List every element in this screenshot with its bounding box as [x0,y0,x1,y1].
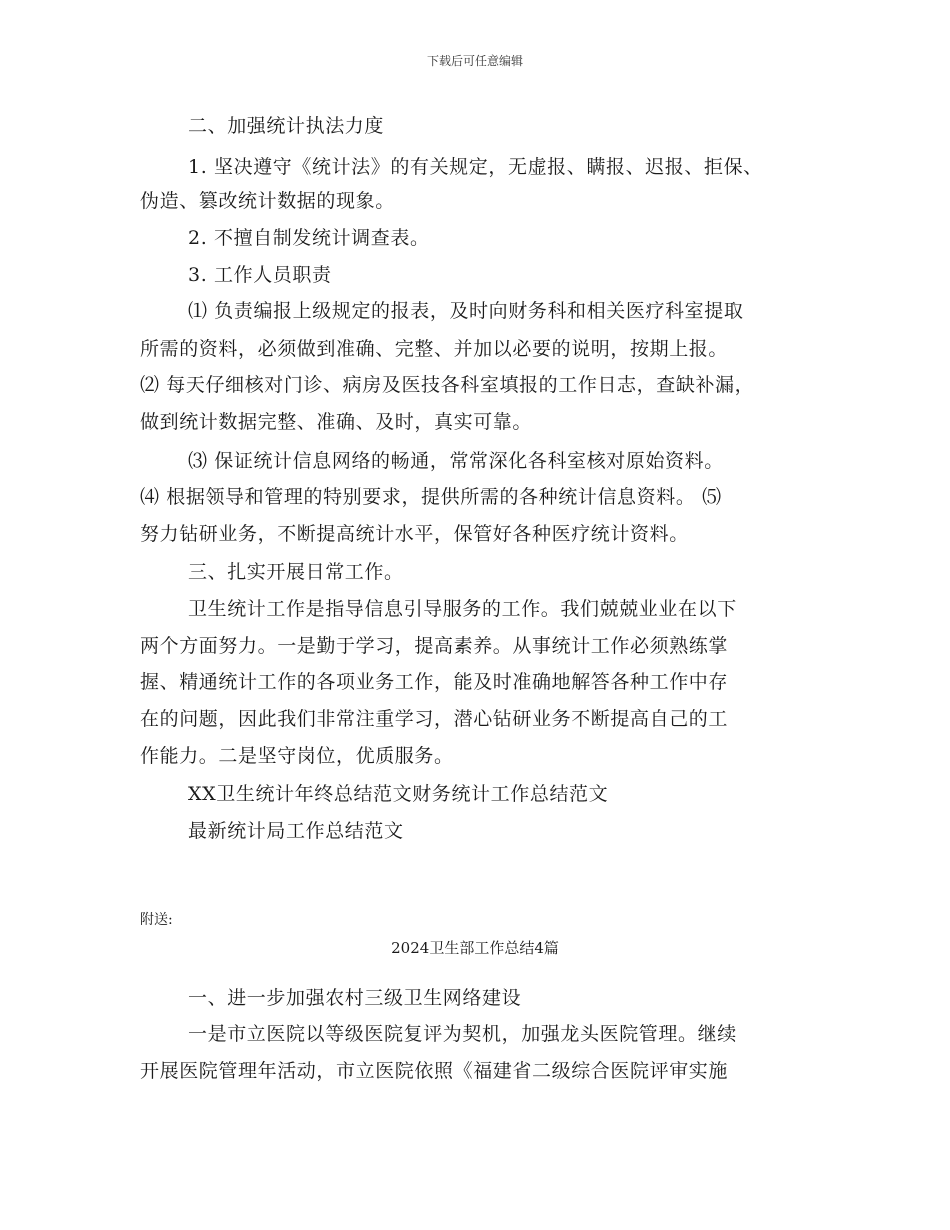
paragraph-line: 伪造、篡改统计数据的现象。 [140,190,395,212]
paragraph-line: ⑴ 负责编报上级规定的报表，及时向财务科和相关医疗科室提取 [188,300,744,322]
paragraph-line: ⑷ 根据领导和管理的特别要求，提供所需的各种统计信息资料。 ⑸ [140,486,722,508]
attachment-label: 附送: [140,912,173,928]
paragraph-line: 开展医院管理年活动，市立医院依照《福建省二级综合医院评审实施 [140,1060,729,1082]
attachment-title: 2024卫生部工作总结4篇 [391,939,559,957]
paragraph-line: ⑶ 保证统计信息网络的畅通，常常深化各科室核对原始资料。 [188,450,724,472]
paragraph-line: 握、精通统计工作的各项业务工作，能及时准确地解答各种工作中存 [140,671,729,693]
paragraph-line: 两个方面努力。一是勤于学习，提高素养。从事统计工作必须熟练掌 [140,635,729,657]
paragraph-line: 作能力。二是坚守岗位，优质服务。 [140,745,454,767]
paragraph-line: 3. 工作人员职责 [188,264,332,286]
paragraph-line: 2. 不擅自制发统计调查表。 [188,227,430,249]
paragraph-line: 卫生统计工作是指导信息引导服务的工作。我们兢兢业业在以下 [188,598,737,620]
paragraph-line: 做到统计数据完整、准确、及时，真实可靠。 [140,411,533,433]
section-heading-3: 三、扎实开展日常工作。 [188,561,404,583]
related-article-link: 最新统计局工作总结范文 [188,820,404,842]
paragraph-line: 一是市立医院以等级医院复评为契机，加强龙头医院管理。继续 [188,1023,737,1045]
paragraph-line: 在的问题，因此我们非常注重学习，潜心钻研业务不断提高自己的工 [140,708,729,730]
paragraph-line: 所需的资料，必须做到准确、完整、并加以必要的说明，按期上报。 [140,338,729,360]
section-heading-1: 一、进一步加强农村三级卫生网络建设 [188,987,522,1009]
paragraph-line: 1. 坚决遵守《统计法》的有关规定，无虚报、瞒报、迟报、拒保、 [188,156,763,178]
page-header: 下载后可任意编辑 [426,54,523,68]
section-heading-2: 二、加强统计执法力度 [188,115,385,137]
related-article-link: XX卫生统计年终总结范文财务统计工作总结范文 [188,783,609,805]
paragraph-line: 努力钻研业务，不断提高统计水平，保管好各种医疗统计资料。 [140,523,689,545]
paragraph-line: ⑵ 每天仔细核对门诊、病房及医技各科室填报的工作日志，查缺补漏， [140,374,755,396]
